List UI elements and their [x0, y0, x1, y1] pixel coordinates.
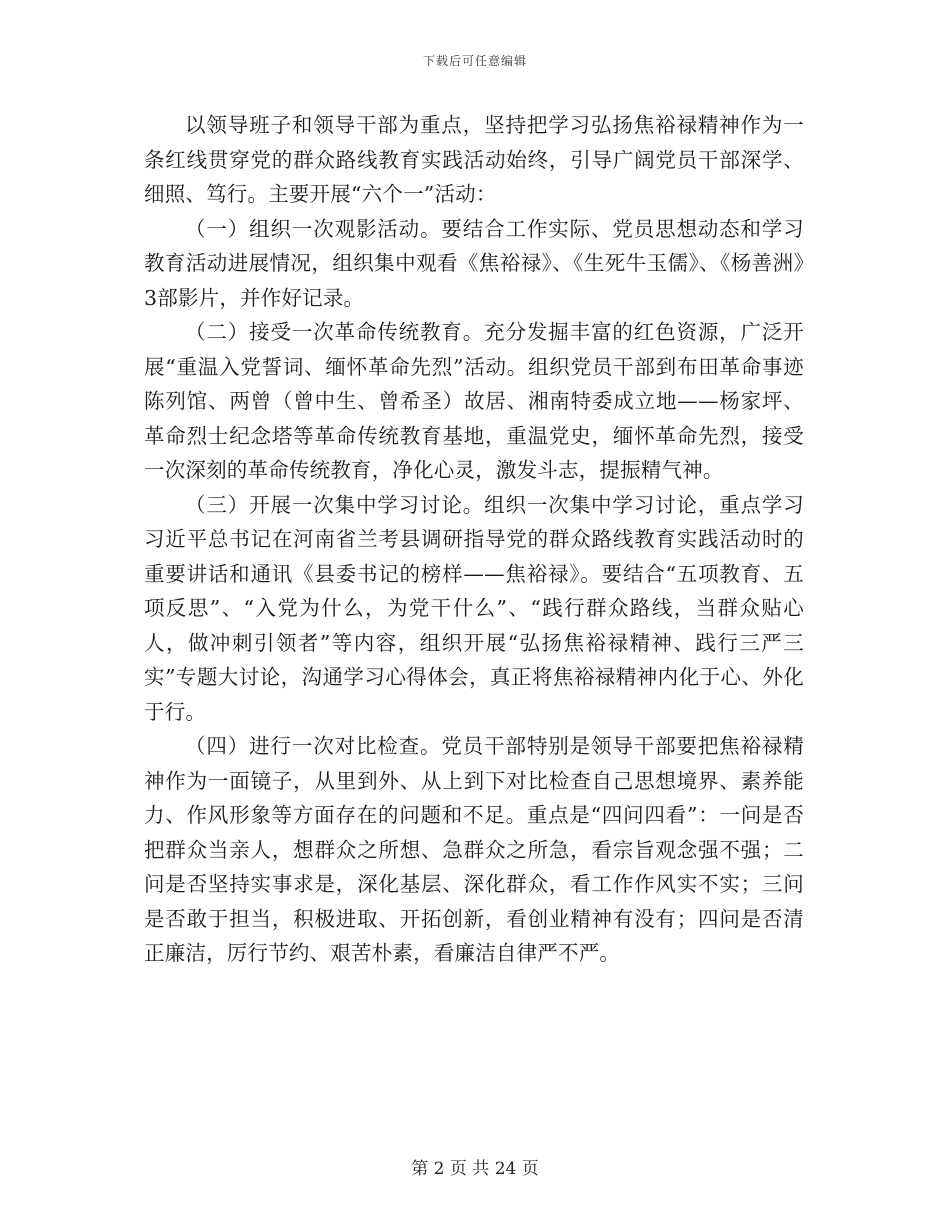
- paragraph-item-4: （四）进行一次对比检查。党员干部特别是领导干部要把焦裕禄精神作为一面镜子，从里到外、从上到下对比检查自己思想境界、素养能力、作风形象等方面存在的问题和不足。重点是“四问四看”：一问是否把群众当亲人，想群众之所想、急群众之所急，看宗旨观念强不强；二问是否坚持实事求是，深化基层、深化群众，看工作作风实不实；三问是否敢于担当，积极进取、开拓创新，看创业精神有没有；四问是否清正廉洁，厉行节约、艰苦朴素，看廉洁自律严不严。: [144, 734, 804, 965]
- document-body: [144, 108, 804, 971]
- paragraph-item-3: （三）开展一次集中学习讨论。组织一次集中学习讨论，重点学习习近平总书记在河南省兰考县调研指导党的群众路线教育实践活动时的重要讲话和通讯《县委书记的榜样——焦裕禄》。要结合“五项教育、五项反思”、“入党为什么，为党干什么”、“践行群众路线，当群众贴心人，做冲刺引领者”等内容，组织开展“弘扬焦裕禄精神、践行三严三实”专题大讨论，沟通学习心得体会，真正将焦裕禄精神内化于心、外化于行。: [144, 492, 804, 724]
- paragraph-item-2: （二）接受一次革命传统教育。充分发掘丰富的红色资源，广泛开展“重温入党誓词、缅怀革命先烈”活动。组织党员干部到布田革命事迹陈列馆、两曾（曾中生、曾希圣）故居、湘南特委成立地——杨家坪、革命烈士纪念塔等革命传统教育基地，重温党史，缅怀革命先烈，接受一次深刻的革命传统教育，净化心灵，激发斗志，提振精气神。: [144, 320, 804, 482]
- page-header: 下载后可任意编辑: [422, 54, 527, 68]
- paragraph-intro: 以领导班子和领导干部为重点，坚持把学习弘扬焦裕禄精神作为一条红线贯穿党的群众路线教育实践活动始终，引导广阔党员干部深学、细照、笃行。主要开展“六个一”活动：: [144, 113, 804, 206]
- page-number: 第 2 页 共 24 页: [411, 1159, 539, 1179]
- paragraph-item-1: （一）组织一次观影活动。要结合工作实际、党员思想动态和学习教育活动进展情况，组织集中观看《焦裕禄》、《生死牛玉儒》、《杨善洲》3部影片，并作好记录。: [144, 216, 804, 310]
